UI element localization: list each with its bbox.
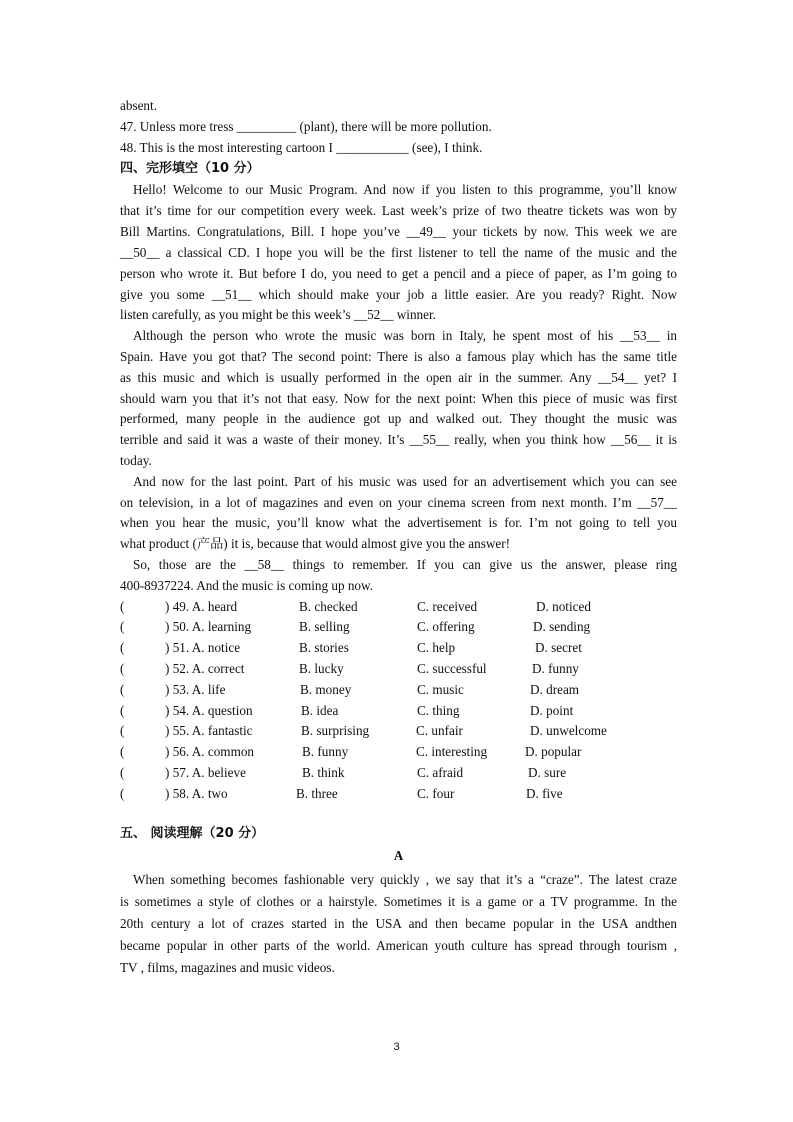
passage-title: A — [393, 848, 404, 863]
option-a: ) 57. A. believe — [165, 765, 246, 780]
option-b: B. idea — [301, 703, 339, 718]
option-d: D. funny — [532, 661, 579, 676]
question-47: 47. Unless more tress _________ (plant), there will be more pollution. — [120, 119, 492, 134]
option-c: C. offering — [417, 619, 475, 634]
answer-paren: ( — [120, 765, 125, 780]
option-d: D. noticed — [536, 599, 591, 614]
option-a: ) 49. A. heard — [165, 599, 238, 614]
passage-line: Hello! Welcome to our Music Program. And now if you listen to this programme, you’ll know — [133, 182, 677, 197]
passage-line: that it’s time for our competition every week. Last week’s prize of two theatre tickets was won by — [120, 203, 677, 218]
answer-paren: ( — [120, 723, 125, 738]
passage-line: on television, in a lot of magazines and even on your cinema screen from next month. I’m __57__ — [120, 495, 677, 510]
option-a: ) 50. A. learning — [165, 619, 252, 634]
option-c: C. received — [417, 599, 478, 614]
option-b: B. money — [300, 682, 352, 697]
option-c: C. thing — [417, 703, 460, 718]
passage-line: 20th century a lot of crazes started in the USA and then became popular in the USA andthen — [120, 916, 677, 931]
section-4-heading: 四、完形填空（10 分） — [120, 161, 260, 176]
option-b: B. three — [296, 786, 338, 801]
passage-line: So, those are the __58__ things to remember. If you can give us the answer, please ring — [133, 557, 677, 572]
passage-line: TV , films, magazines and music videos. — [120, 960, 335, 975]
option-a: ) 53. A. life — [165, 682, 226, 697]
option-a: ) 58. A. two — [165, 786, 228, 801]
option-d: D. dream — [530, 682, 580, 697]
option-b: B. think — [302, 765, 345, 780]
option-c: C. four — [417, 786, 455, 801]
passage-line: should warn you that it’s not that easy. Now for the next point: When this piece of music was first — [120, 391, 677, 406]
passage-line: Spain. Have you got that? The second point: There is also a famous play which has the same title — [120, 349, 677, 364]
page-number: 3 — [393, 1041, 400, 1053]
option-a: ) 55. A. fantastic — [165, 723, 253, 738]
answer-paren: ( — [120, 744, 125, 759]
option-d: D. five — [526, 786, 563, 801]
passage-line: today. — [120, 453, 152, 468]
option-a: ) 54. A. question — [165, 703, 253, 718]
option-d: D. point — [530, 703, 574, 718]
passage-line: terrible and said it was a waste of their money. It’s __55__ really, when you think how __56__ it is — [120, 432, 677, 447]
option-b: B. stories — [299, 640, 349, 655]
option-a: ) 51. A. notice — [165, 640, 241, 655]
answer-paren: ( — [120, 703, 125, 718]
option-c: C. successful — [417, 661, 487, 676]
passage-line: And now for the last point. Part of his music was used for an advertisement which you can see — [133, 474, 677, 489]
passage-line: what product (产品) it is, because that would almost give you the answer! — [120, 536, 511, 551]
option-b: B. surprising — [301, 723, 370, 738]
option-c: C. interesting — [416, 744, 488, 759]
passage-line: listen carefully, as you might be this week’s __52__ winner. — [120, 307, 436, 322]
passage-line: Although the person who wrote the music was born in Italy, he spent most of his __53__ in — [133, 328, 677, 343]
question-48: 48. This is the most interesting cartoon I ___________ (see), I think. — [120, 140, 483, 155]
option-b: B. checked — [299, 599, 358, 614]
passage-line: person who wrote it. But before I do, you need to get a pencil and a piece of paper, as I’m going to — [120, 266, 677, 281]
passage-line: became popular in other parts of the world. American youth culture has spread through tourism , — [120, 938, 677, 953]
passage-line: 400-8937224. And the music is coming up now. — [120, 578, 373, 593]
passage-line: performed, many people in the audience got up and walked out. They thought the music was — [120, 411, 677, 426]
option-c: C. unfair — [416, 723, 463, 738]
option-c: C. afraid — [417, 765, 464, 780]
option-a: ) 56. A. common — [165, 744, 255, 759]
text-line: absent. — [120, 98, 157, 113]
option-b: B. funny — [302, 744, 349, 759]
option-a: ) 52. A. correct — [165, 661, 245, 676]
answer-paren: ( — [120, 682, 125, 697]
option-d: D. secret — [535, 640, 582, 655]
option-d: D. unwelcome — [530, 723, 607, 738]
answer-paren: ( — [120, 619, 125, 634]
option-d: D. sending — [533, 619, 591, 634]
passage-line: is sometimes a style of clothes or a hairstyle. Sometimes it is a game or a TV programme. In the — [120, 894, 677, 909]
option-d: D. popular — [525, 744, 582, 759]
passage-line: when you hear the music, you’ll know what the advertisement is for. I’m not going to tell you — [120, 515, 677, 530]
passage-line: When something becomes fashionable very quickly , we say that it’s a “craze”. The latest craze — [133, 872, 677, 887]
answer-paren: ( — [120, 640, 125, 655]
passage-line: __50__ a classical CD. I hope you will be the first listener to tell the name of the music and the — [120, 245, 677, 260]
section-5-heading: 五、 阅读理解（20 分） — [120, 826, 265, 841]
answer-paren: ( — [120, 599, 125, 614]
answer-paren: ( — [120, 661, 125, 676]
passage-line: as this music and which is usually performed in the open air in the summer. Any __54__ yet? I — [120, 370, 677, 385]
option-d: D. sure — [528, 765, 567, 780]
passage-line: Bill Martins. Congratulations, Bill. I hope you’ve __49__ your tickets by now. This week we are — [120, 224, 677, 239]
option-c: C. music — [417, 682, 464, 697]
option-b: B. lucky — [299, 661, 344, 676]
option-b: B. selling — [299, 619, 350, 634]
option-c: C. help — [417, 640, 456, 655]
passage-line: give you some __51__ which should make your job a little easier. Are you ready? Right. Now — [120, 287, 677, 302]
answer-paren: ( — [120, 786, 125, 801]
